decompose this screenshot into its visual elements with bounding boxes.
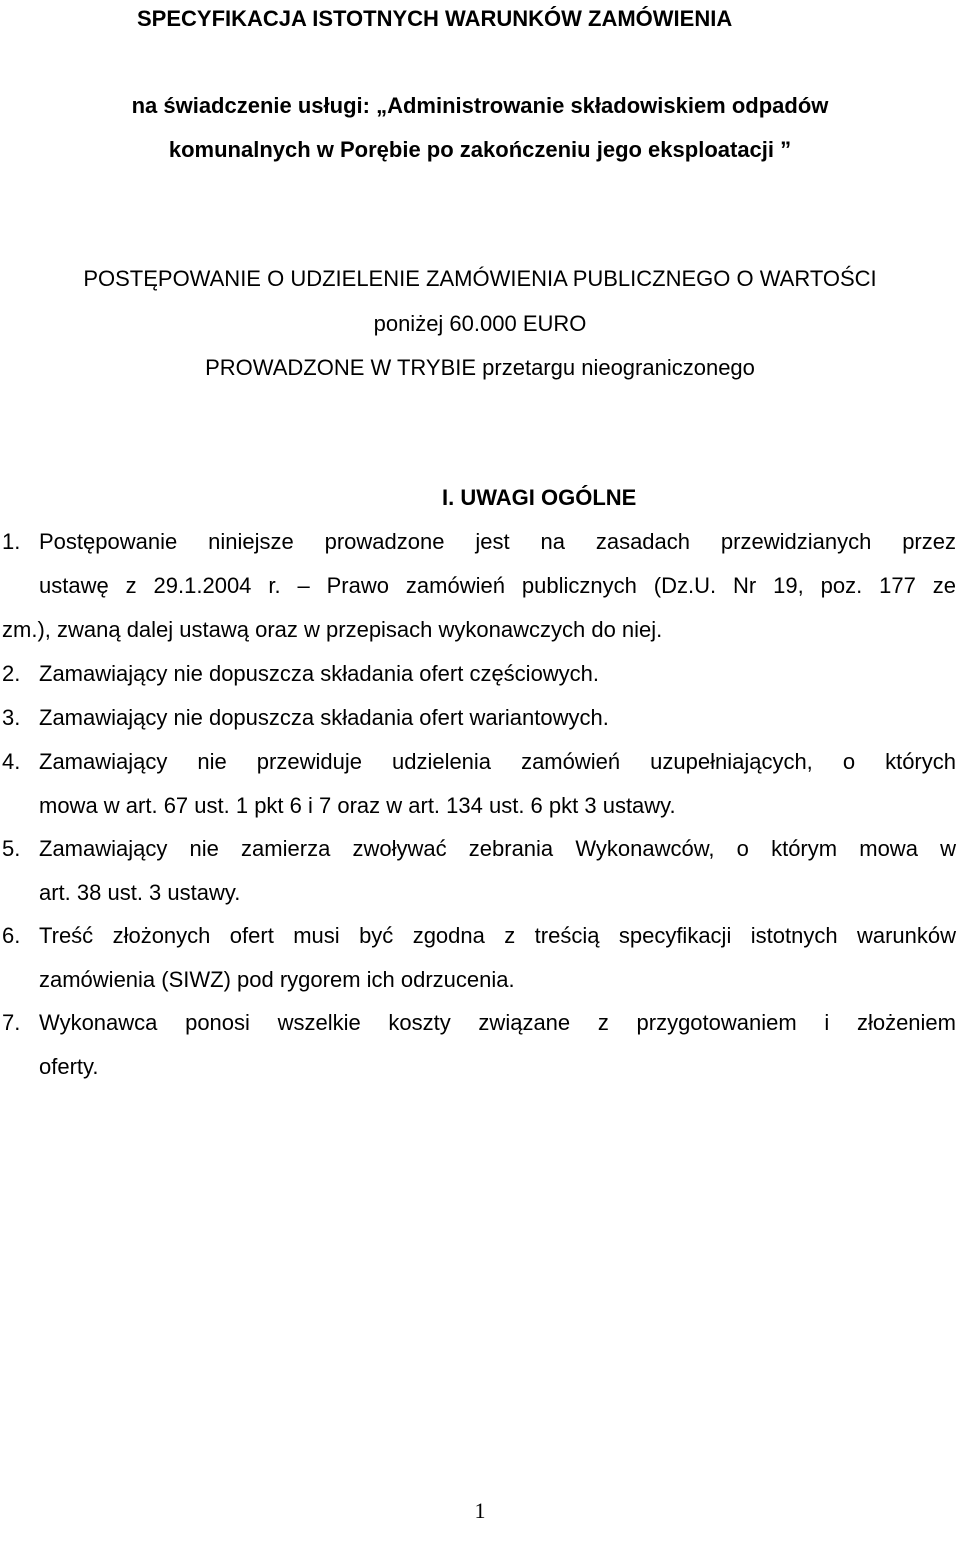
item-text-line: Postępowanie niniejsze prowadzone jest na zasadach przewidzianych przez: [39, 529, 956, 554]
section-title: I. UWAGI OGÓLNE: [442, 485, 637, 510]
item-number: 6.: [2, 923, 21, 948]
item-number: 4.: [2, 749, 21, 774]
item-text-line: zamówienia (SIWZ) pod rygorem ich odrzucenia.: [39, 967, 515, 992]
item-text-line: oferty.: [39, 1054, 99, 1079]
procedure-line-2: poniżej 60.000 EURO: [373, 311, 587, 336]
item-number: 5.: [2, 836, 21, 861]
procedure-line-1: POSTĘPOWANIE O UDZIELENIE ZAMÓWIENIA PUBLICZNEGO O WARTOŚCI: [83, 266, 877, 291]
document-title: SPECYFIKACJA ISTOTNYCH WARUNKÓW ZAMÓWIENIA: [137, 6, 733, 31]
subject-line-2: komunalnych w Porębie po zakończeniu jego eksploatacji ”: [168, 137, 792, 162]
item-text-line: ustawę z 29.1.2004 r. – Prawo zamówień publicznych (Dz.U. Nr 19, poz. 177 ze: [39, 573, 956, 598]
subject-line-1: na świadczenie usługi: „Administrowanie składowiskiem odpadów: [131, 93, 829, 118]
item-text-line: art. 38 ust. 3 ustawy.: [39, 880, 241, 905]
item-text-line: Zamawiający nie dopuszcza składania ofert wariantowych.: [39, 705, 609, 730]
item-text-line: mowa w art. 67 ust. 1 pkt 6 i 7 oraz w art. 134 ust. 6 pkt 3 ustawy.: [39, 793, 676, 818]
item-number: 3.: [2, 705, 21, 730]
item-number: 2.: [2, 661, 21, 686]
item-number: 7.: [2, 1010, 21, 1035]
item-text-line: Treść złożonych ofert musi być zgodna z treścią specyfikacji istotnych warunków: [39, 923, 956, 948]
page-number: 1: [474, 1498, 486, 1523]
item-text-line: Zamawiający nie dopuszcza składania ofert częściowych.: [39, 661, 600, 686]
item-number: 1.: [2, 529, 21, 554]
procedure-line-3: PROWADZONE W TRYBIE przetargu nieograniczonego: [205, 355, 755, 380]
item-text-line: Zamawiający nie zamierza zwoływać zebrania Wykonawców, o którym mowa w: [39, 836, 956, 861]
item-text-line: zm.), zwaną dalej ustawą oraz w przepisach wykonawczych do niej.: [2, 617, 663, 642]
item-text-line: Wykonawca ponosi wszelkie koszty związane z przygotowaniem i złożeniem: [39, 1010, 956, 1035]
item-text-line: Zamawiający nie przewiduje udzielenia zamówień uzupełniających, o których: [39, 749, 956, 774]
